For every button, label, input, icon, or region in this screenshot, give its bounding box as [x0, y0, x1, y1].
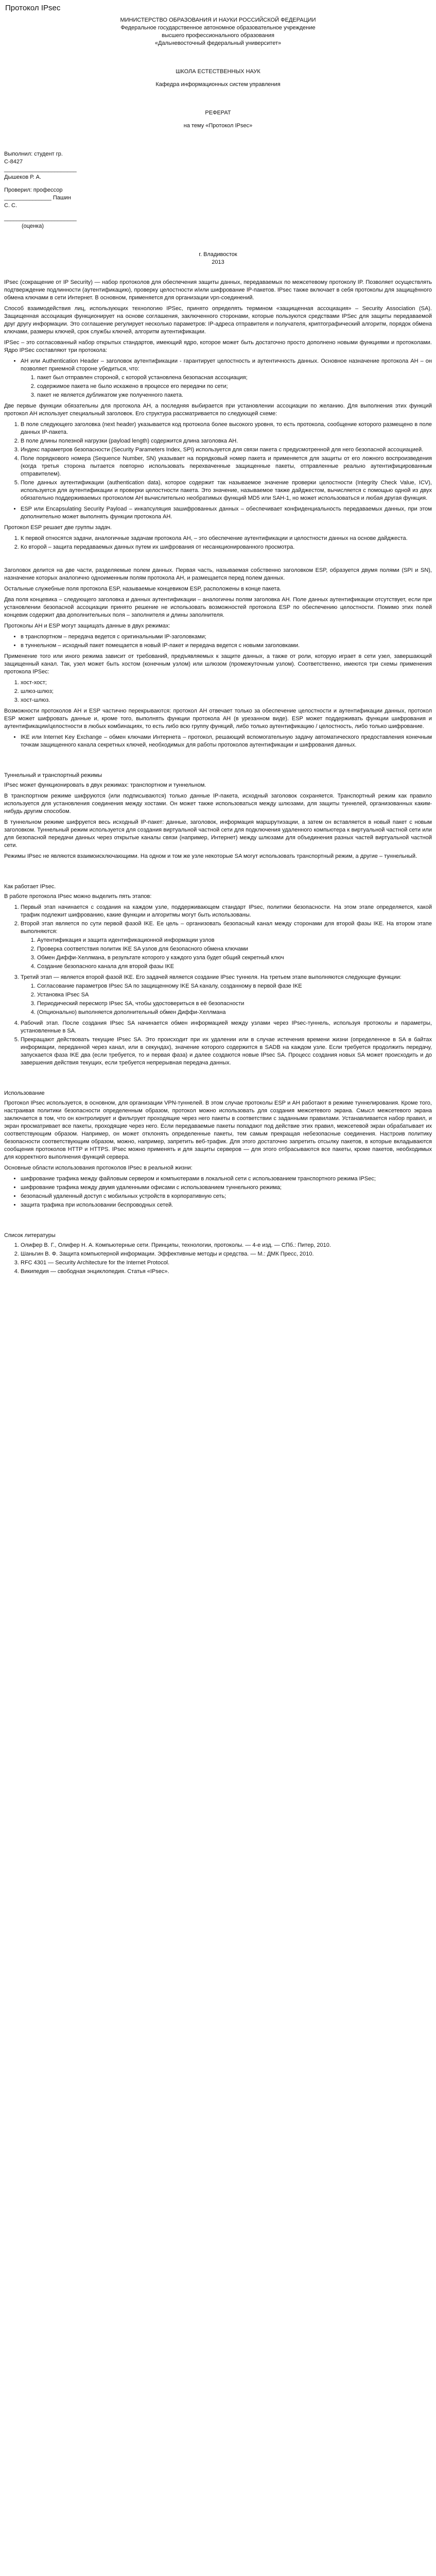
list-item: 2. В поле длины полезной нагрузки (payload length) содержится длина заголовка AH.: [21, 437, 432, 445]
list-item: 5. Поле данных аутентификации (authentication data), которое содержит так называемое значение проверки целостности (Integrity Check Value, ICV), используется для аутентификации и проверки целостности пакета. Это значение, называемое также дайджестом, вычисляется с помощью одной из двух обязательно поддерживаемых протоколом AH вычислительно необратимых функций MD5 или SAH-1, но может использоваться и любая другая функция.: [21, 479, 432, 502]
checker-label: Проверил: профессор: [4, 187, 63, 193]
list-item: • IKE или Internet Key Exchange – обмен ключами Интернета – протокол, решающий вспомогательную задачу автоматического предоставления конечным точкам защищенного канала секретных ключей, необходимых для работы протоколов аутентификации и шифрования данных.: [21, 734, 432, 749]
spacer: [4, 230, 432, 251]
list-item: 2. шлюз-шлюз;: [21, 688, 432, 696]
ah-header-fields-list: [13, 421, 432, 502]
list-item: • ESP или Encapsulating Security Payload – инкапсуляция зашифрованных данных – обеспечивает конфиденциальность передаваемых данных, при этом дополнительно может выполнять функции протокола AH.: [21, 505, 432, 521]
list-item: [21, 974, 432, 1016]
paragraph: Режимы IPsec не являются взаимоисключающими. На одном и том же узле некоторые SA могут использовать транспортный режим, а другие – туннельный.: [4, 853, 417, 859]
section-heading-howto: Как работает IPsec.: [4, 884, 56, 890]
list-item: [21, 920, 432, 971]
list-item: • в туннельном – исходный пакет помещается в новый IP-пакет и передача ведется с новыми заголовками.: [21, 642, 432, 650]
spacer: [4, 89, 432, 109]
institution-line-2: высшего профессионального образования: [162, 32, 274, 39]
list-item: 4. Рабочий этап. После создания IPsec SA начинается обмен информацией между узлами через IPsec-туннель, используя протоколы и параметры, установленные в SA.: [21, 1020, 432, 1035]
report-body: [4, 279, 432, 1276]
list-item: 1. пакет был отправлен стороной, с которой установлена безопасная ассоциация;: [37, 374, 432, 382]
list-item: 2. Шаньгин В. Ф. Защита компьютерной информации. Эффективные методы и средства. — М.: ДМК Пресс, 2010.: [21, 1250, 432, 1258]
paragraph: В туннельном режиме шифруется весь исходный IP-пакет: данные, заголовок, информация маршрутизации, а затем он вставляется в новый пакет с новым заголовком. Туннельный режим используется для создания виртуальной частной сети для подключения удаленного компьютера к виртуальной частной сети или для безопасной передачи данных через открытые каналы связи (например, Интернет) между шлюзами для объединения разных частей виртуальной частной сети.: [4, 819, 432, 849]
list-item: 1. Аутентификация и защита идентификационной информации узлов: [37, 937, 432, 944]
list-item: 5. Прекращают действовать текущие IPsec SA. Это происходит при их удалении или в случае истечения времени жизни (определенное в SA в байтах информации, переданной через канал, или в секундах), значение которого содержится в SADB на каждом узле. Если требуется продолжить передачу, запускается фаза IKE два (если требуется, то и первая фаза) и далее создаются новые IPsec SA. Процесс создания новых SA может происходить и до завершения действия текущих, если требуется непрерывная передача данных.: [21, 1036, 432, 1067]
performer-signature-line: _______________________: [4, 166, 77, 173]
list-item: 4. Википедия — свободная энциклопедия. Статья «IPsec».: [21, 1268, 432, 1276]
spacer: [4, 266, 432, 279]
performer-label: Выполнил: студент гр.: [4, 151, 63, 157]
list-item: 4. Поле порядкового номера (Sequence Number, SN) указывает на порядковый номер пакета и применяется для защиты от его ложного воспроизведения (когда третья сторона пытается повторно использовать перехваченные защищенные пакеты, отправленные реально аутентифицированным отправителем).: [21, 455, 432, 478]
list-item-text: Второй этап является по сути первой фазой IKE. Ее цель – организовать безопасный канал между сторонами для второй фазы IKE. На втором этапе выполняются:: [21, 921, 432, 935]
spacer: [4, 181, 432, 187]
list-item-text: Третий этап — является второй фазой IKE. Его задачей является создание IPsec туннеля. На третьем этапе выполняются следующие функции:: [21, 974, 402, 980]
stage3-steps-list: [30, 982, 432, 1016]
paragraph: Возможности протоколов AH и ESP частично перекрываются: протокол AH отвечает только за обеспечение целостности и аутентификации данных, протокол ESP может шифровать данные и, кроме того, выполнять функции протокола AH (в урезанном виде). ESP может поддерживать функции шифрования и аутентификации/целостности в любых комбинациях, то есть либо всю группу функций, либо только аутентификацию / целостность, либо только шифрование.: [4, 708, 432, 730]
spacer: [4, 117, 432, 122]
paragraph: Заголовок делится на две части, разделяемые полем данных. Первая часть, называемая собственно заголовком ESP, образуется двумя полями (SPI и SN), назначение которых аналогично одноименным полям протокола AH, и размещается перед полем данных.: [4, 567, 432, 581]
core-protocols-list-ike: [13, 734, 432, 749]
list-item: 1. Первый этап начинается с создания на каждом узле, поддерживающем стандарт IPsec, политики безопасности. На этом этапе определяется, какой трафик подлежит шифрованию, какие функции и алгоритмы могут быть использованы.: [21, 904, 432, 919]
list-item: • шифрование трафика между двумя удаленными офисами с использованием туннельного режима;: [21, 1184, 432, 1192]
list-item: 3. RFC 4301 — Security Architecture for the Internet Protocol.: [21, 1259, 432, 1267]
core-protocols-list-esp: [13, 505, 432, 521]
ah-checks-list: [30, 374, 432, 399]
stage2-steps-list: [30, 937, 432, 971]
spacer: [4, 210, 432, 215]
list-item: 4. Создание безопасного канала для второй фазы IKE: [37, 963, 432, 971]
esp-tasks-list: [13, 535, 432, 551]
performer-name: Дышеков Р. А.: [4, 174, 42, 180]
spacer: [4, 752, 432, 765]
list-item: • безопасный удаленный доступ с мобильных устройств в корпоративную сеть;: [21, 1193, 432, 1200]
list-item: • шифрование трафика между файловым сервером и компьютерами в локальной сети с использованием транспортного режима IPSec;: [21, 1175, 432, 1183]
spacer: [4, 554, 432, 567]
list-item: 1. Олифер В. Г., Олифер Н. А. Компьютерные сети. Принципы, технологии, протоколы. — 4-е изд. — СПб.: Питер, 2010.: [21, 1242, 432, 1249]
list-item: 1. В поле следующего заголовка (next header) указывается код протокола более высокого уровня, то есть протокола, сообщение которого размещено в поле данных IP-пакета.: [21, 421, 432, 436]
list-item: 1. К первой относятся задачи, аналогичные задачам протокола AH, – это обеспечение аутентификации и целостности данных на основе дайджеста.: [21, 535, 432, 543]
list-item-text: AH или Authentication Header – заголовок аутентификации - гарантирует целостность и аутентичность данных. Основное назначение протокола AH – он позволяет приемной стороне убедиться, что:: [21, 358, 432, 372]
list-item: 3. пакет не является дубликатом уже полученного пакета.: [37, 392, 432, 399]
schemes-list: [13, 679, 432, 704]
paragraph: Применение того или иного режима зависит от требований, предъявляемых к защите данных, а также от роли, которую играет в сети узел, завершающий защищенный канал. Так, узел может быть хостом (конечным узлом) или шлюзом (промежуточным узлом). Соответственно, имеются три схемы применения протокола IPSec:: [4, 653, 432, 675]
paragraph: Протокол IPsec используется, в основном, для организации VPN-туннелей. В этом случае протоколы ESP и AH работают в режиме туннелирования. Кроме того, настраивая политики безопасности определенным образом, протокол можно использовать для создания межсетевого экрана. Смысл межсетевого экрана заключается в том, что он контролирует и фильтрует проходящие через него пакеты в соответствии с заданными правилами. Устанавливается набор правил, и экран просматривает все пакеты, проходящие через него. Если передаваемые пакеты попадают под действие этих правил, межсетевой экран обрабатывает их соответствующим образом. Например, он может отклонять определенные пакеты, тем самым прекращая небезопасные соединения. Настроив политику безопасности соответствующим образом, можно, например, запретить веб-трафик. Для этого достаточно запретить отсылку пакетов, в которые вкладываются сообщения протоколов HTTP и HTTPS. IPsec можно применять и для защиты серверов — для этого отбрасываются все пакеты, кроме пакетов, необходимых для корректного выполнения функций сервера.: [4, 1100, 432, 1160]
list-item: 3. Обмен Диффи-Хеллмана, в результате которого у каждого узла будет общий секретный ключ: [37, 954, 432, 962]
group-number: С-8427: [4, 159, 23, 165]
paragraph: Остальные служебные поля протокола ESP, называемые концевиком ESP, расположены в конце пакета.: [4, 586, 282, 592]
paragraph: Протокол ESP решает две группы задач.: [4, 524, 112, 531]
spacer: [4, 47, 432, 68]
usage-areas-list: [13, 1175, 432, 1209]
paragraph: Две первые функции обязательны для протокола AH, а последняя выбирается при установлении ассоциации по желанию. Для выполнения этих функций протокол AH использует специальный заголовок. Его структура рассматривается по следующей схеме:: [4, 403, 432, 417]
list-item: 3. Индекс параметров безопасности (Security Parameters Index, SPI) используется для связи пакета с предусмотренной для него безопасной ассоциацией.: [21, 446, 432, 454]
paragraph: IPSec – это согласованный набор открытых стандартов, имеющий ядро, которое может быть достаточно просто дополнено новыми функциями и протоколами. Ядро IPSec составляют три протокола:: [4, 340, 432, 353]
university-name: «Дальневосточный федеральный университет»: [154, 40, 282, 46]
work-topic: на тему «Протокол IPsec»: [183, 123, 253, 129]
grade-line: _______________________: [4, 215, 77, 222]
spacer: [4, 1070, 432, 1082]
list-item: 2. Проверка соответствия политик IKE SA узлов для безопасного обмена ключами: [37, 945, 432, 953]
paragraph: IPsec может функционировать в двух режимах: транспортном и туннельном.: [4, 782, 206, 788]
list-item: 1. Согласование параметров IPsec SA по защищенному IKE SA каналу, созданному в первой фазе IKE: [37, 982, 432, 990]
list-item: 2. Установка IPsec SA: [37, 991, 432, 999]
paragraph: Способ взаимодействия лиц, использующих технологию IPSec, принято определять термином «защищенная ассоциация» – Security Association (SA). Защищенная ассоциация функционирует на основе соглашения, заключенного сторонами, которые пользуются средствами IPSec для защиты передаваемой друг другу информации. Это соглашение регулирует несколько параметров: IP-адреса отправителя и получателя, криптографический алгоритм, порядок обмена ключами, размеры ключей, срок службы ключей, алгоритм аутентификации.: [4, 306, 432, 335]
paragraph: В работе протокола IPsec можно выделить пять этапов:: [4, 893, 152, 900]
list-item: • защита трафика при использовании беспроводных сетей.: [21, 1201, 432, 1209]
list-item: 2. содержимое пакета не было искажено в процессе его передачи по сети;: [37, 383, 432, 391]
spacer: [4, 863, 432, 876]
document-page: [0, 0, 436, 1276]
list-item: 1. хост-хост;: [21, 679, 432, 687]
work-type: РЕФЕРАТ: [205, 110, 231, 116]
grade-label: (оценка): [22, 223, 44, 229]
title-page: [4, 16, 432, 279]
school-name: ШКОЛА ЕСТЕСТВЕННЫХ НАУК: [176, 69, 260, 75]
spacer: [4, 76, 432, 81]
checker-initials: С. С.: [4, 202, 18, 209]
modes-list: [13, 633, 432, 650]
city: г. Владивосток: [199, 251, 237, 258]
list-item: [21, 358, 432, 399]
core-protocols-list: [13, 358, 432, 399]
stages-list: [13, 904, 432, 1067]
list-item: 3. Периодический пересмотр IPsec SA, чтобы удостовериться в её безопасности: [37, 1000, 432, 1008]
document-title: Протокол IPsec: [5, 4, 61, 12]
signature-block: [4, 150, 432, 230]
paragraph: Основные области использования протоколов IPsec в реальной жизни:: [4, 1165, 193, 1171]
department-name: Кафедра информационных систем управления: [155, 81, 281, 88]
list-item: 3. хост-шлюз.: [21, 697, 432, 704]
institution-line-1: Федеральное государственное автономное образовательное учреждение: [120, 25, 316, 31]
spacer: [4, 130, 432, 150]
paragraph: В транспортном режиме шифруются (или подписываются) только данные IP-пакета, исходный заголовок сохраняется. Транспортный режим как правило используется для установления соединения между хостами. Он может также использоваться между шлюзами, для защиты туннелей, организованных каким-нибудь другим способом.: [4, 793, 432, 815]
checker-signature-line: _______________ Пашин: [4, 195, 71, 201]
section-heading-modes: Туннельный и транспортный режимы: [4, 772, 102, 778]
list-item: 4. (Опционально) выполняется дополнительный обмен Диффи-Хеллмана: [37, 1009, 432, 1016]
paragraph: IPsec (сокращение от IP Security) — набор протоколов для обеспечения защиты данных, передаваемых по межсетевому протоколу IP. Позволяет осуществлять подтверждение подлинности (аутентификацию), проверку целостности и/или шифрование IP-пакетов. IPsec также включает в себя протоколы для защищённого обмена ключами в сети Интернет. В основном, применяется для организации vpn-соединений.: [4, 279, 432, 301]
paragraph: Протоколы AH и ESP могут защищать данные в двух режимах:: [4, 623, 170, 629]
list-item: 2. Ко второй – защита передаваемых данных путем их шифрования от несанкционированного просмотра.: [21, 544, 432, 551]
literature-list: [13, 1242, 432, 1276]
paragraph: Два поля концевика – следующего заголовка и данных аутентификации – аналогичны полям заголовка AH. Поле данных аутентификации отсутствует, если при установлении безопасной ассоциации принято решение не использовать возможностей протокола ESP по обеспечению целостности. Помимо этих полей концевик содержит два дополнительных поля – заполнителя и длины заполнителя.: [4, 597, 432, 618]
section-heading-literature: Список литературы: [4, 1232, 56, 1239]
section-heading-usage: Использование: [4, 1090, 45, 1096]
ministry: МИНИСТЕРСТВО ОБРАЗОВАНИЯ И НАУКИ РОССИЙСКОЙ ФЕДЕРАЦИИ: [120, 17, 316, 23]
list-item: • в транспортном – передача ведется с оригинальными IP-заголовками;: [21, 633, 432, 641]
year: 2013: [212, 259, 224, 265]
spacer: [4, 1212, 432, 1225]
